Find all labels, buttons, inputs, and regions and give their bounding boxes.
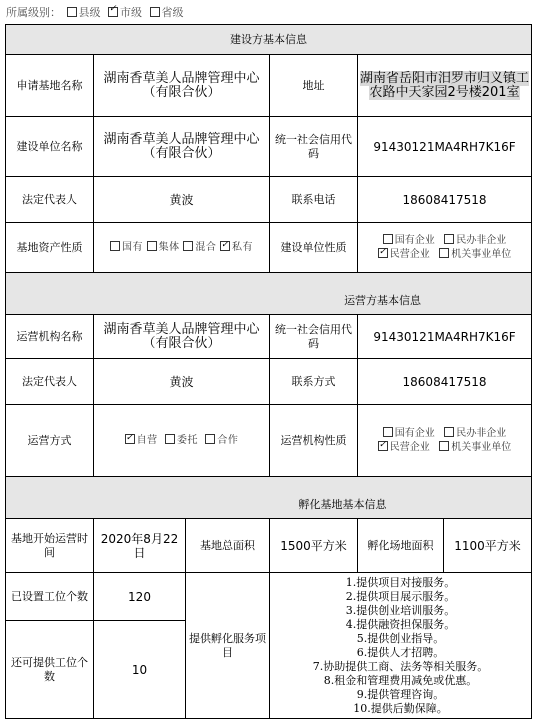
services-label: 提供孵化服务项目 [186,573,270,719]
op-mode-option[interactable]: 合作 [205,435,238,446]
incubator-section-title: 孵化基地基本信息 [6,477,532,519]
org-name-value: 湖南香草美人品牌管理中心（有限合伙） [94,315,270,359]
service-item: 5.提供创业指导。 [356,631,445,645]
phone-value: 18608417518 [358,177,532,223]
address-value: 湖南省岳阳市汨罗市归义镇工农路中天家园2号楼201室 [360,70,530,100]
service-item: 10.提供后勤保障。 [353,701,448,715]
unit-type-option[interactable]: ✓民营企业 [378,249,430,260]
incub-area-label: 孵化场地面积 [358,519,444,573]
checkbox-icon [150,7,160,17]
org-type-label: 运营机构性质 [270,405,358,477]
service-item: 9.提供管理咨询。 [356,687,445,701]
org-type-option[interactable]: 民办非企业 [444,428,506,439]
level-option-province[interactable]: 省级 [150,6,186,19]
phone-label: 联系电话 [270,177,358,223]
checkbox-icon [205,434,215,444]
op-mode-option[interactable]: 委托 [165,435,198,446]
asset-option[interactable]: 混合 [183,242,216,253]
checkbox-checked-icon [108,7,118,17]
stations-avail-label: 还可提供工位个数 [6,621,94,719]
checkbox-icon [444,427,454,437]
asset-option[interactable]: 集体 [147,242,180,253]
base-name-value: 湖南香草美人品牌管理中心（有限合伙） [94,55,270,117]
legal-rep-value: 黄波 [94,177,270,223]
unit-type-options [358,223,532,273]
total-area-value: 1500平方米 [270,519,358,573]
contact-value: 18608417518 [358,359,532,405]
unit-type-label: 建设单位性质 [270,223,358,273]
org-type-option[interactable]: 国有企业 [383,428,435,439]
level-label: 所属级别： [6,6,61,19]
checkbox-icon [147,241,157,251]
application-form-table [5,24,532,719]
unit-type-option[interactable]: 机关事业单位 [439,249,511,260]
checkbox-icon [439,248,449,258]
op-mode-options [94,405,270,477]
service-item: 2.提供项目展示服务。 [345,589,456,603]
service-item: 4.提供融资担保服务。 [345,617,456,631]
checkbox-checked-icon [125,434,135,444]
checkbox-icon [439,441,449,451]
checkbox-checked-icon [220,241,230,251]
op-mode-option[interactable]: ✓ 自营 [125,435,158,446]
op-credit-code-label: 统一社会信用代码 [270,315,358,359]
start-time-label: 基地开始运营时间 [6,519,94,573]
credit-code-value: 91430121MA4RH7K16F [358,117,532,177]
service-item: 7.协助提供工商、法务等相关服务。 [312,659,489,673]
checkbox-checked-icon [378,248,388,258]
address-label: 地址 [270,55,358,117]
checkbox-icon [444,234,454,244]
checkbox-checked-icon [378,441,388,451]
org-name-label: 运营机构名称 [6,315,94,359]
op-legal-rep-label: 法定代表人 [6,359,94,405]
service-item: 8.租金和管理费用减免或优惠。 [323,673,478,687]
level-option-county[interactable]: 县级 [67,6,103,19]
unit-name-label: 建设单位名称 [6,117,94,177]
service-item: 1.提供项目对接服务。 [345,575,456,589]
unit-name-value: 湖南香草美人品牌管理中心（有限合伙） [94,117,270,177]
operator-section-title: 运营方基本信息 [6,273,532,315]
credit-code-label: 统一社会信用代码 [270,117,358,177]
org-type-option[interactable]: ✓民营企业 [378,442,430,453]
stations-set-label: 已设置工位个数 [6,573,94,621]
op-legal-rep-value: 黄波 [94,359,270,405]
unit-type-option[interactable]: 国有企业 [383,235,435,246]
org-type-option[interactable]: 机关事业单位 [439,442,511,453]
stations-avail-value: 10 [94,621,186,719]
checkbox-icon [67,7,77,17]
checkbox-icon [383,234,393,244]
asset-option[interactable]: 国有 [110,242,143,253]
builder-section-title: 建设方基本信息 [6,25,532,55]
asset-nature-options [94,223,270,273]
total-area-label: 基地总面积 [186,519,270,573]
unit-type-option[interactable]: 民办非企业 [444,235,506,246]
service-item: 6.提供人才招聘。 [356,645,445,659]
asset-option[interactable]: ✓ 私有 [220,242,253,253]
asset-nature-label: 基地资产性质 [6,223,94,273]
start-time-value: 2020年8月22日 [94,519,186,573]
service-item: 3.提供创业培训服务。 [345,603,456,617]
incub-area-value: 1100平方米 [444,519,532,573]
level-option-city[interactable]: ✓ 市级 [108,6,144,19]
legal-rep-label: 法定代表人 [6,177,94,223]
checkbox-icon [383,427,393,437]
org-type-options [358,405,532,477]
level-row [6,4,188,20]
contact-label: 联系方式 [270,359,358,405]
services-list [270,573,532,719]
checkbox-icon [110,241,120,251]
op-credit-code-value: 91430121MA4RH7K16F [358,315,532,359]
base-name-label: 申请基地名称 [6,55,94,117]
checkbox-icon [183,241,193,251]
stations-set-value: 120 [94,573,186,621]
op-mode-label: 运营方式 [6,405,94,477]
checkbox-icon [165,434,175,444]
